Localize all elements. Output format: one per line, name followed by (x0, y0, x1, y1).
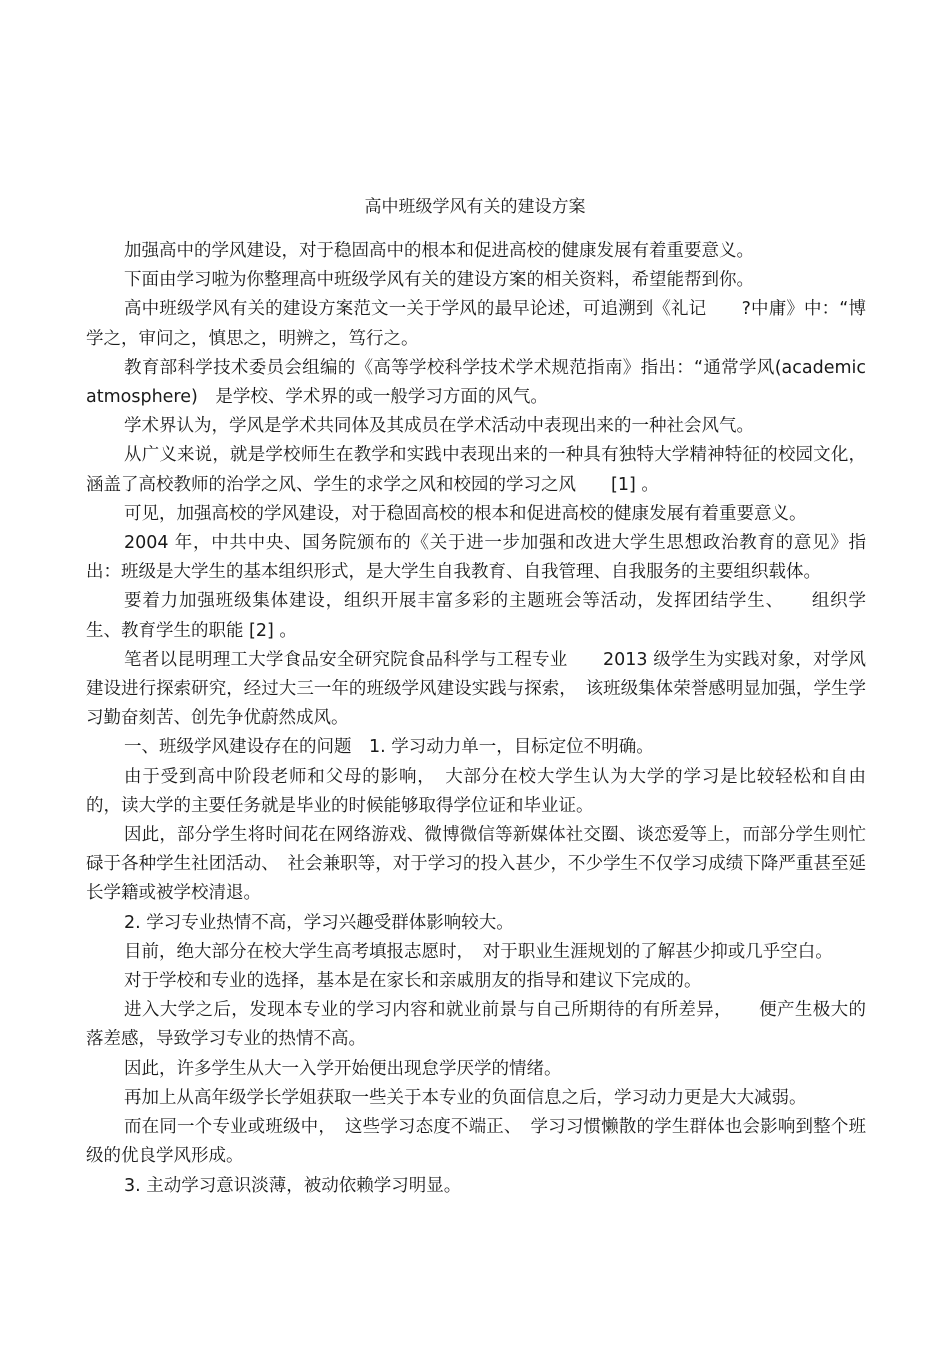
document-body (86, 237, 866, 1201)
paragraph: 因此，许多学生从大一入学开始便出现怠学厌学的情绪。 (124, 1058, 562, 1079)
paragraph: 从广义来说，就是学校师生在教学和实践中表现出来的一种具有独特大学精神特征的校园文化，涵盖了高校教师的治学之风、学生的求学之风和校园的学习之风 [1] 。 (86, 445, 866, 495)
paragraph: 而在同一个专业或班级中， 这些学习态度不端正、 学习习惯懒散的学生群体也会影响到整个班级的优良学风形成。 (86, 1117, 866, 1167)
paragraph: 2. 学习专业热情不高，学习兴趣受群体影响较大。 (124, 912, 514, 933)
paragraph: 由于受到高中阶段老师和父母的影响， 大部分在校大学生认为大学的学习是比较轻松和自由的，读大学的主要任务就是毕业的时候能够取得学位证和毕业证。 (86, 766, 866, 816)
paragraph: 加强高中的学风建设，对于稳固高中的根本和促进高校的健康发展有着重要意义。 (124, 241, 754, 261)
paragraph: 学术界认为，学风是学术共同体及其成员在学术活动中表现出来的一种社会风气。 (124, 416, 754, 437)
paragraph: 要着力加强班级集体建设，组织开展丰富多彩的主题班会等活动，发挥团结学生、 组织学生、教育学生的职能 [2] 。 (86, 591, 866, 641)
paragraph: 再加上从高年级学长学姐获取一些关于本专业的负面信息之后，学习动力更是大大减弱。 (124, 1087, 807, 1108)
paragraph: 笔者以昆明理工大学食品安全研究院食品科学与工程专业 2013 级学生为实践对象，对学风建设进行探索研究，经过大三一年的班级学风建设实践与探索， 该班级集体荣誉感明显加强，学生学习勤奋刻苦、创先争优蔚然成风。 (86, 649, 866, 729)
document-title: 高中班级学风有关的建设方案 (364, 197, 586, 217)
paragraph: 一、班级学风建设存在的问题 1. 学习动力单一，目标定位不明确。 (124, 737, 654, 758)
paragraph: 对于学校和专业的选择，基本是在家长和亲戚朋友的指导和建议下完成的。 (124, 971, 702, 992)
paragraph: 可见，加强高校的学风建设，对于稳固高校的根本和促进高校的健康发展有着重要意义。 (124, 503, 807, 524)
paragraph: 目前，绝大部分在校大学生高考填报志愿时， 对于职业生涯规划的了解甚少抑或几乎空白。 (124, 941, 833, 962)
paragraph: 2004 年，中共中央、国务院颁布的《关于进一步加强和改进大学生思想政治教育的意见》指出：班级是大学生的基本组织形式，是大学生自我教育、自我管理、自我服务的主要组织载体。 (86, 533, 866, 583)
paragraph: 下面由学习啦为你整理高中班级学风有关的建设方案的相关资料，希望能帮到你。 (124, 270, 754, 291)
paragraph: 因此，部分学生将时间花在网络游戏、微博微信等新媒体社交圈、谈恋爱等上，而部分学生则忙碌于各种学生社团活动、 社会兼职等，对于学习的投入甚少，不少学生不仅学习成绩下降严重甚至延长学籍或被学校清退。 (86, 825, 866, 904)
paragraph: 教育部科学技术委员会组编的《高等学校科学技术学术规范指南》指出：“通常学风(academic atmosphere) 是学校、学术界的或一般学习方面的风气。 (86, 357, 866, 408)
paragraph: 高中班级学风有关的建设方案范文一关于学风的最早论述，可追溯到《礼记 ?中庸》中：“博学之，审问之，慎思之，明辨之，笃行之。 (86, 299, 866, 349)
paragraph: 3. 主动学习意识淡薄，被动依赖学习明显。 (124, 1175, 462, 1196)
paragraph: 进入大学之后，发现本专业的学习内容和就业前景与自己所期待的有所差异， 便产生极大的落差感，导致学习专业的热情不高。 (86, 1000, 866, 1050)
